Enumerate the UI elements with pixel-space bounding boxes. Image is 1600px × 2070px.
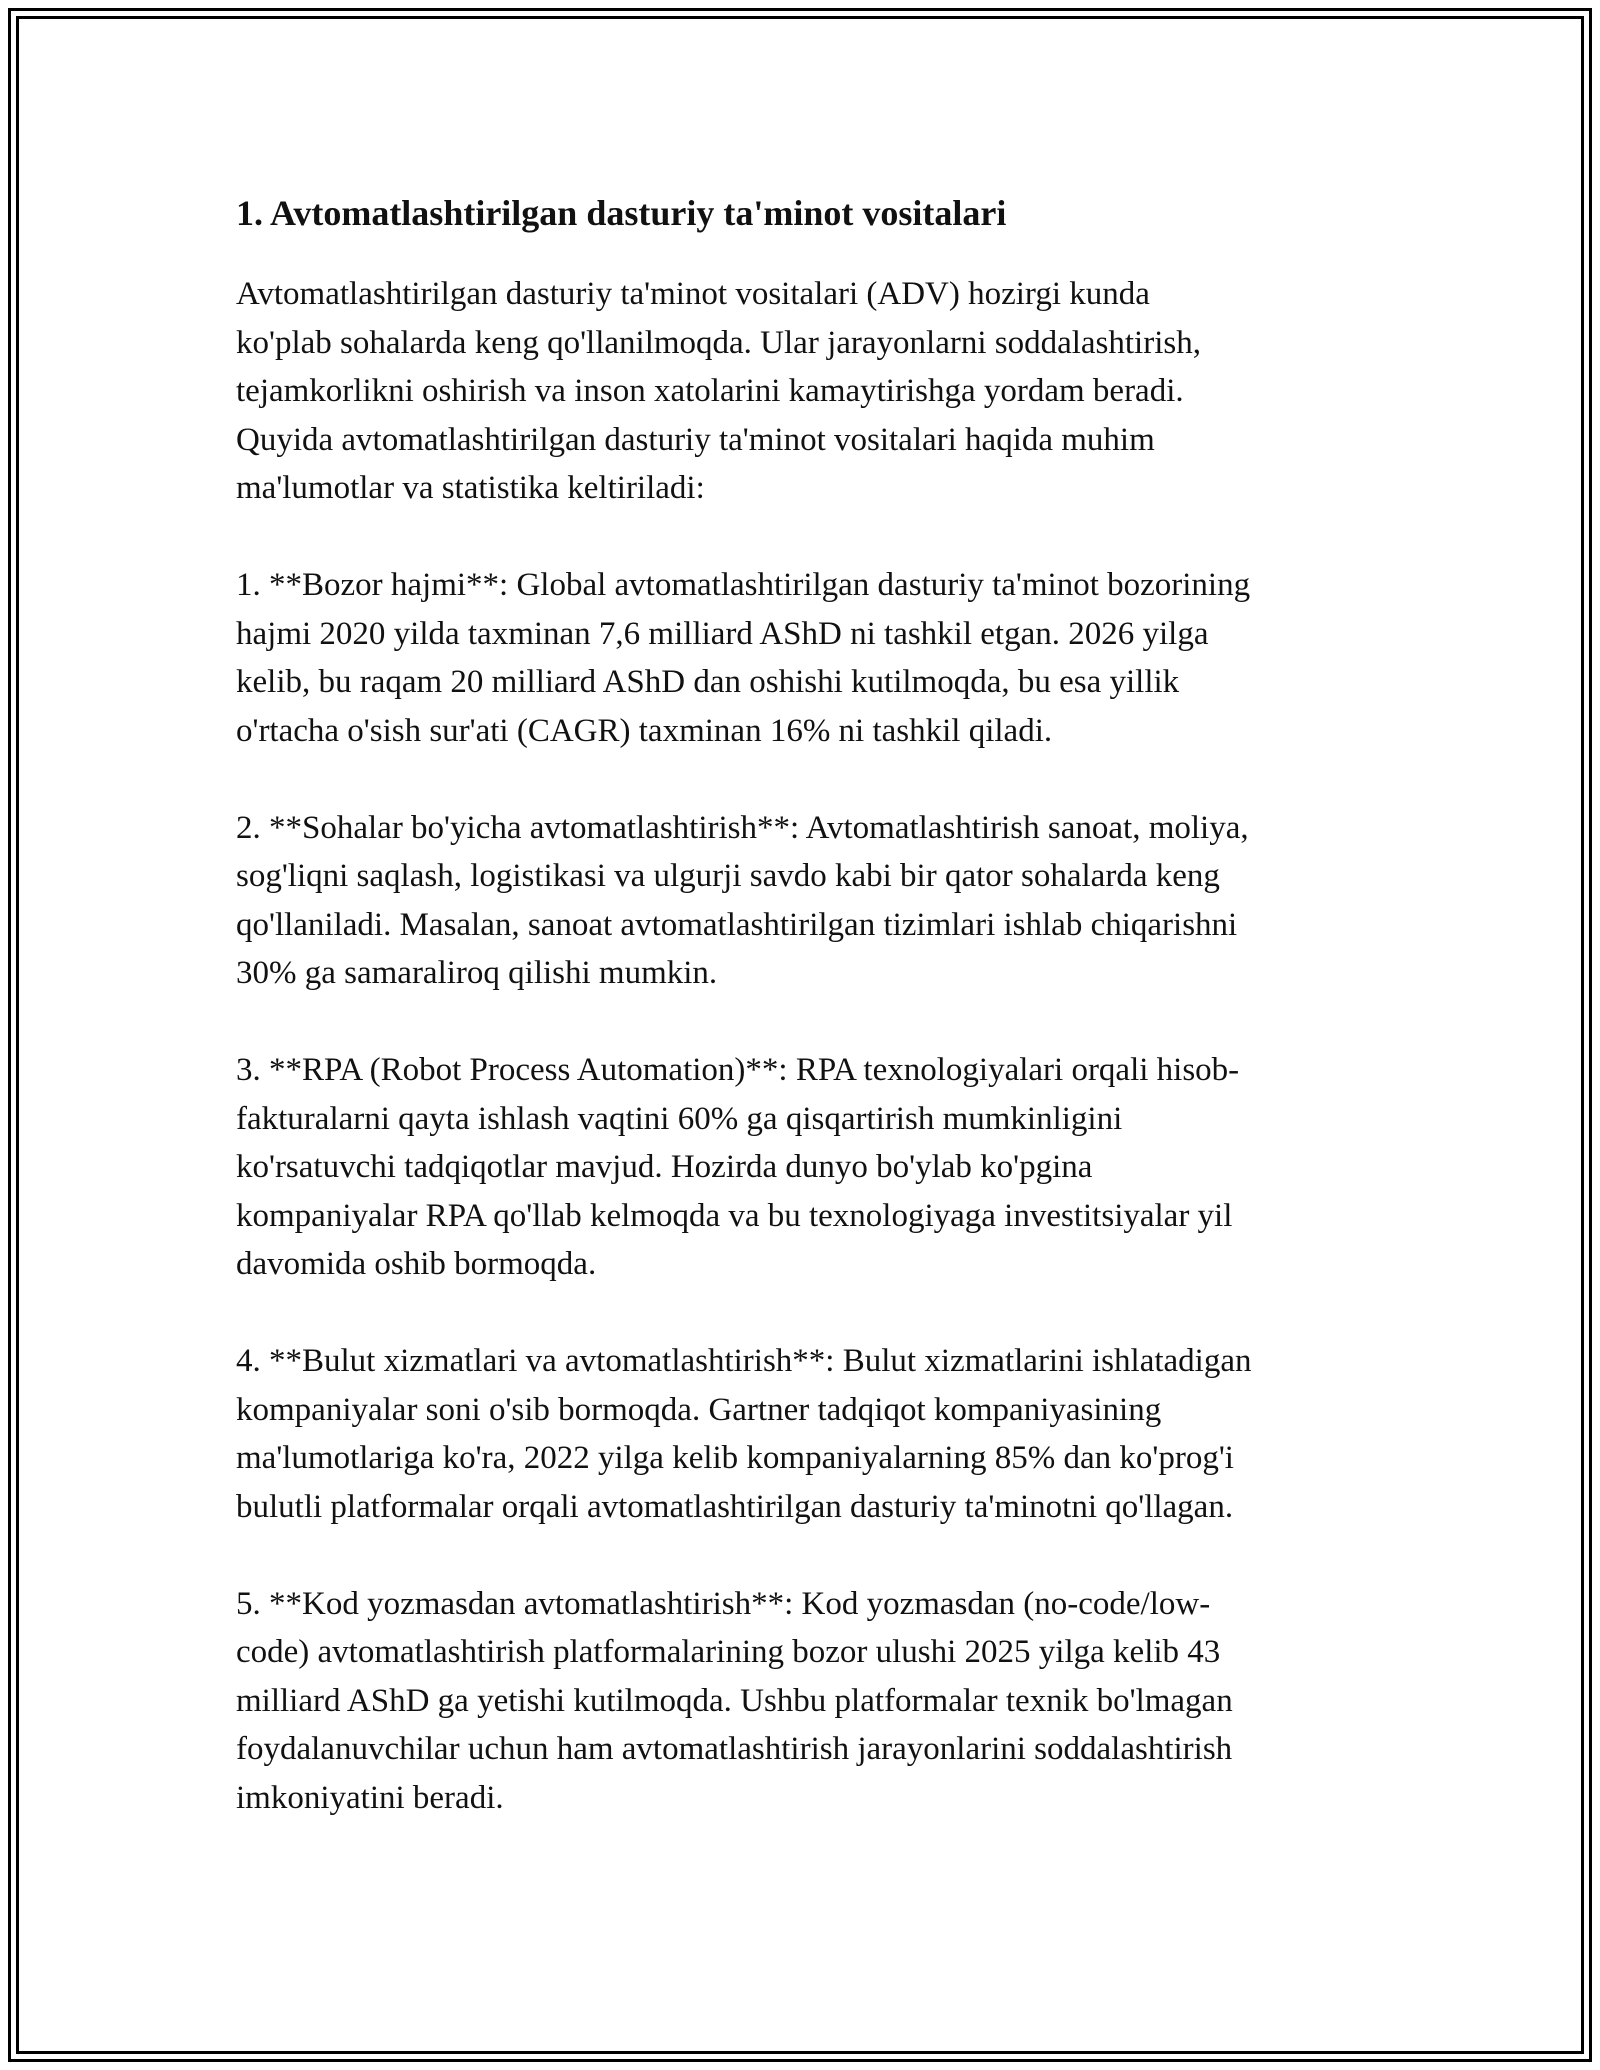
list-item-rpa: 3. **RPA (Robot Process Automation)**: RPA texnologiyalari orqali hisob- fakturalarni qayta ishlash vaqtini 60% ga qisqartirish mumkinligini ko'rsatuvchi tadqiqotlar mavjud. Hozirda dunyo bo'ylab ko'pgina kompaniyalar RPA qo'llab kelmoqda va bu texnologiyaga investitsiyalar yil davomida oshib bormoqda.: [236, 1052, 1240, 1282]
paragraph-spacer: [236, 755, 1374, 804]
intro-paragraph: Avtomatlashtirilgan dasturiy ta'minot vositalari (ADV) hozirgi kunda ko'plab sohalarda keng qo'llanilmoqda. Ular jarayonlarni soddalashtirish, tejamkorlikni oshirish va inson xatolarini kamaytirishga yordam beradi. Quyida avtomatlashtirilgan dasturiy ta'minot vositalari haqida muhim ma'lumotlar va statistika keltiriladi:: [236, 276, 1201, 506]
paragraph-spacer: [236, 513, 1374, 562]
list-item-market-size: 1. **Bozor hajmi**: Global avtomatlashtirilgan dasturiy ta'minot bozorining hajmi 2020 yilda taxminan 7,6 milliard AShD ni tashkil etgan. 2026 yilga kelib, bu raqam 20 milliard AShD dan oshishi kutilmoqda, bu esa yillik o'rtacha o'sish sur'ati (CAGR) taxminan 16% ni tashkil qiladi.: [236, 567, 1251, 749]
section-heading: 1. Avtomatlashtirilgan dasturiy ta'minot vositalari: [236, 193, 1007, 233]
list-item-industries: 2. **Sohalar bo'yicha avtomatlashtirish**: Avtomatlashtirish sanoat, moliya, sog'liqni saqlash, logistikasi va ulgurji savdo kabi bir qator sohalarda keng qo'llaniladi. Masalan, sanoat avtomatlashtirilgan tizimlari ishlab chiqarishni 30% ga samaraliroq qilishi mumkin.: [236, 809, 1249, 991]
list-item-cloud: 4. **Bulut xizmatlari va avtomatlashtirish**: Bulut xizmatlarini ishlatadigan kompaniyalar soni o'sib bormoqda. Gartner tadqiqot kompaniyasining ma'lumotlariga ko'ra, 2022 yilga kelib kompaniyalarning 85% dan ko'prog'i bulutli platformalar orqali avtomatlashtirilgan dasturiy ta'minotni qo'llagan.: [236, 1343, 1252, 1525]
paragraph-spacer: [236, 1531, 1374, 1580]
paragraph-spacer: [236, 1289, 1374, 1338]
document-body: [236, 186, 1374, 1822]
list-item-no-code: 5. **Kod yozmasdan avtomatlashtirish**: Kod yozmasdan (no-code/low- code) avtomatlashtirish platformalarining bozor ulushi 2025 yilga kelib 43 milliard AShD ga yetishi kutilmoqda. Ushbu platformalar texnik bo'lmagan foydalanuvchilar uchun ham avtomatlashtirish jarayonlarini soddalashtirish imkoniyatini beradi.: [236, 1585, 1233, 1816]
paragraph-spacer: [236, 998, 1374, 1047]
